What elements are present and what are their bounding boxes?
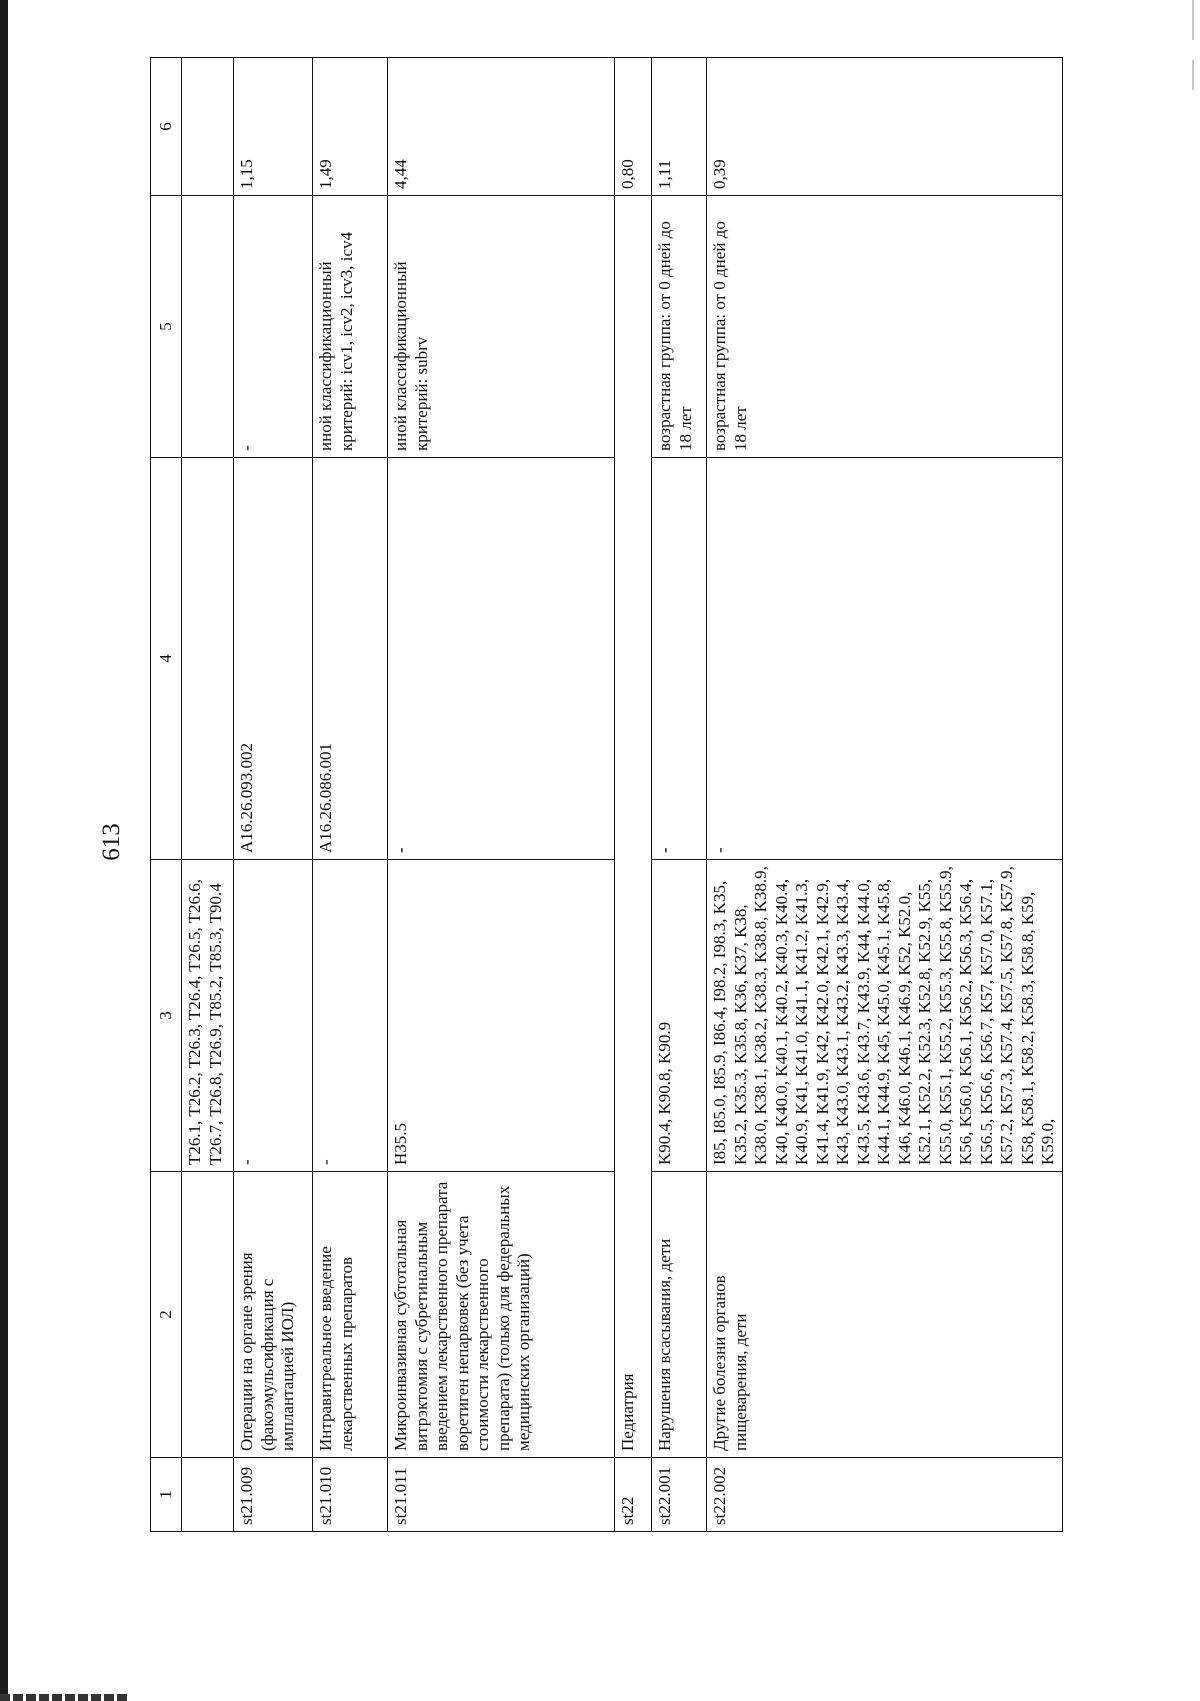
row-code: st22.001 [652, 1458, 707, 1532]
table-row [313, 58, 388, 1532]
row-coefficient [182, 58, 234, 196]
column-number: 5 [151, 196, 182, 458]
row-diagnosis-codes: - [234, 860, 313, 1172]
row-diagnosis-codes: - [313, 860, 388, 1172]
page-number: 613 [98, 823, 125, 861]
row-service-code: A16.26.086.001 [313, 458, 388, 860]
row-coefficient: 0,39 [707, 58, 1063, 196]
row-name: Другие болезни органов пищеварения, дети [707, 1172, 1063, 1458]
table-row [182, 58, 234, 1532]
row-name [182, 1172, 234, 1458]
table-row [388, 58, 615, 1532]
table-row [707, 58, 1063, 1532]
row-name: Операции на органе зрения (факоэмульсификация с имплантацией ИОЛ) [234, 1172, 313, 1458]
row-criteria: иной классификационный критерий: icv1, icv2, icv3, icv4 [313, 196, 388, 458]
column-number: 4 [151, 458, 182, 860]
section-code: st22 [615, 1458, 652, 1532]
table-row [652, 58, 707, 1532]
tariff-table-rotated [150, 58, 1057, 1532]
row-service-code: - [652, 458, 707, 860]
scan-edge [0, 0, 8, 1701]
row-coefficient: 4,44 [388, 58, 615, 196]
row-code: st21.011 [388, 1458, 615, 1532]
row-criteria: иной классификационный критерий: subrv [388, 196, 615, 458]
row-criteria [182, 196, 234, 458]
column-number: 6 [151, 58, 182, 196]
row-coefficient: 1,15 [234, 58, 313, 196]
row-diagnosis-codes: T26.1, T26.2, T26.3, T26.4, T26.5, T26.6, T26.7, T26.8, T26.9, T85.2, T85.3, T90.4 [182, 860, 234, 1172]
tariff-table [150, 57, 1063, 1532]
row-coefficient: 1,49 [313, 58, 388, 196]
column-number: 1 [151, 1458, 182, 1532]
row-name: Интравитреальное введение лекарственных препаратов [313, 1172, 388, 1458]
row-service-code: - [707, 458, 1063, 860]
row-diagnosis-codes: K90.4, K90.8, K90.9 [652, 860, 707, 1172]
section-coefficient: 0,80 [615, 58, 652, 196]
row-name: Микроинвазивная субтотальная витрэктомия с субретинальным введением лекарственного препарата воретиген непарвовек (без учета стоимости лекарственного препарата) (только для федеральных медицинских организаций) [388, 1172, 615, 1458]
row-code [182, 1458, 234, 1532]
table-row [234, 58, 313, 1532]
column-number: 2 [151, 1172, 182, 1458]
scan-mark [1192, 0, 1194, 40]
row-service-code: - [388, 458, 615, 860]
row-code: st22.002 [707, 1458, 1063, 1532]
row-code: st21.009 [234, 1458, 313, 1532]
scan-artifact [0, 1694, 130, 1701]
column-number: 3 [151, 860, 182, 1172]
column-numbers-row [151, 58, 182, 1532]
section-title: Педиатрия [615, 196, 652, 1458]
row-diagnosis-codes: H35.5 [388, 860, 615, 1172]
row-service-code [182, 458, 234, 860]
row-service-code: A16.26.093.002 [234, 458, 313, 860]
scan-mark [1192, 60, 1194, 90]
row-diagnosis-codes: I85, I85.0, I85.9, I86.4, I98.2, I98.3, K35, K35.2, K35.3, K35.8, K36, K37, K38, K38.0, K38.1, K38.2, K38.3, K38.8, K38.9, K40, K40.0, K40.1, K40.2, K40.3, K40.4, K40.9, K41, K41.0, K41.1, K41.2, K41.3, K41.4, K41.9, K42, K42.0, K42.1, K42.9, K43, K43.0, K43.1, K43.2, K43.3, K43.4, K43.5, K43.6, K43.7, K43.9, K44, K44.0, K44.1, K44.9, K45, K45.0, K45.1, K45.8, K46, K46.0, K46.1, K46.9, K52, K52.0, K52.1, K52.2, K52.3, K52.8, K52.9, K55, K55.0, K55.1, K55.2, K55.3, K55.8, K55.9, K56, K56.0, K56.1, K56.2, K56.3, K56.4, K56.5, K56.6, K56.7, K57, K57.0, K57.1, K57.2, K57.3, K57.4, K57.5, K57.8, K57.9, K58, K58.1, K58.2, K58.3, K58.8, K59, K59.0, [707, 860, 1063, 1172]
row-criteria: - [234, 196, 313, 458]
row-name: Нарушения всасывания, дети [652, 1172, 707, 1458]
row-criteria: возрастная группа: от 0 дней до 18 лет [707, 196, 1063, 458]
row-criteria: возрастная группа: от 0 дней до 18 лет [652, 196, 707, 458]
row-code: st21.010 [313, 1458, 388, 1532]
section-row [615, 58, 652, 1532]
row-coefficient: 1,11 [652, 58, 707, 196]
